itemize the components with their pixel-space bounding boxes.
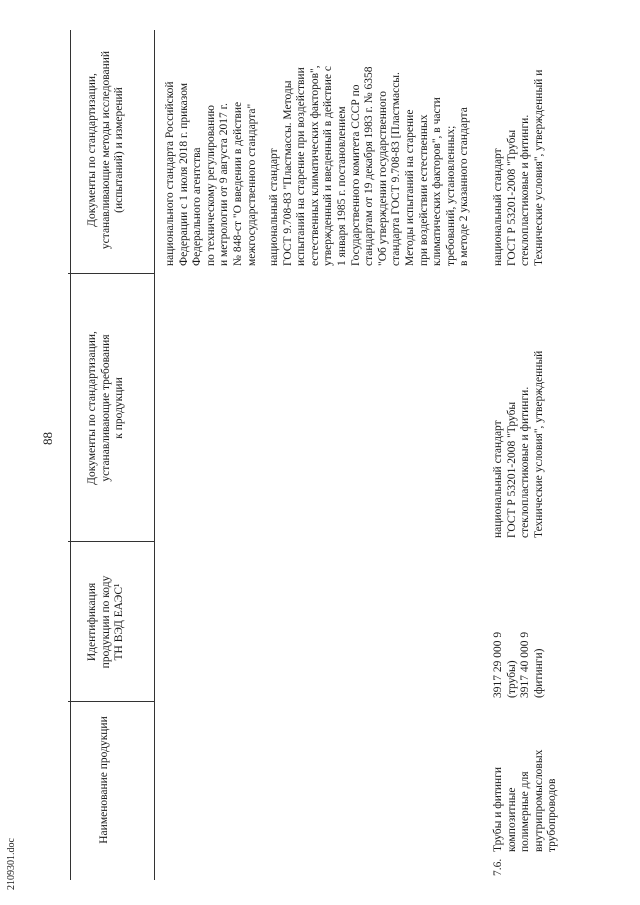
row-requirement-docs: национальный стандарт ГОСТ Р 53201-2008 "Трубы стеклопластиковые и фитинги. Технические условия", утвержденный (492, 350, 545, 538)
row-number: 7.6. (492, 858, 504, 876)
header-tnved-code: Идентификация продукции по коду ТН ВЭД ЕАЭС¹ (86, 575, 126, 669)
document-filename: 2109301.doc (6, 838, 17, 890)
page-number: 88 (40, 432, 55, 445)
table-top-border (70, 30, 71, 880)
row-tnved-codes: 3917 29 000 9 (трубы) 3917 40 000 9 (фитинги) (492, 631, 545, 698)
column-divider (68, 541, 154, 542)
header-requirement-docs: Документы по стандартизации, устанавливающие требования к продукции (86, 331, 126, 485)
method-docs-gost-9708: национальный стандарт ГОСТ 9.708-83 "Пластмассы. Методы испытаний на старение при воздействии естественных климатических факторов", утвержденный и введенный в действие с 1 января 1985 г. постановлением Государственного комитета СССР по стандартам от 19 декабря 1983 г. № 6358 "Об утверждении государственного стандарта ГОСТ 9.708-83 [Пластмассы. Методы испытаний на старение при воздействии естественных климатических факторов", в части требований, установленных; в методе 2 указанного стандарта (268, 65, 471, 266)
column-divider (68, 273, 154, 274)
row-method-docs: национальный стандарт ГОСТ Р 53201-2008 "Трубы стеклопластиковые и фитинги. Технические условия", утвержденный и (492, 69, 545, 266)
standards-table (68, 30, 608, 880)
method-docs-continuation: национального стандарта Российской Федерации с 1 июля 2018 г. приказом Федерального агентства по техническому регулированию и метрологии от 9 августа 2017 г. № 848-ст "О введении в действие межгосударственного стандарта" (164, 81, 258, 266)
header-method-docs: Документы по стандартизации, устанавливающие методы исследований (испытаний) и измерений (86, 50, 126, 250)
column-divider (68, 701, 154, 702)
row-product-name: Трубы и фитинги композитные полимерные для внутрипромысловых трубопроводов (492, 749, 559, 852)
header-product-name: Наименование продукции (98, 716, 110, 844)
